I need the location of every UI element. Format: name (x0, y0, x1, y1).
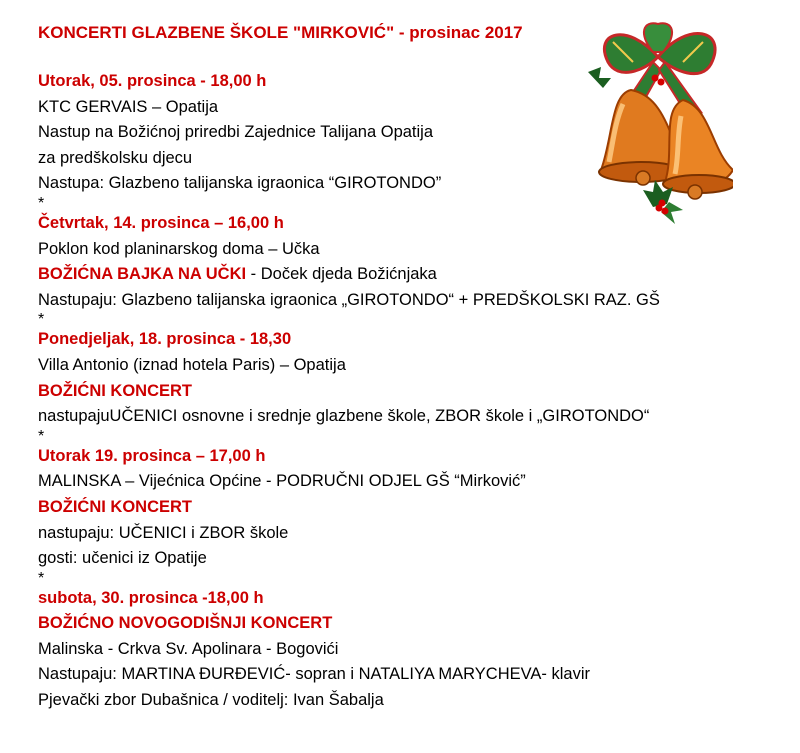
event-line: Nastupaju: MARTINA ĐURĐEVIĆ- sopran i NATALIYA MARYCHEVA- klavir (38, 665, 590, 684)
event-heading: BOŽIĆNA BAJKA NA UČKI (38, 265, 247, 284)
event-line: Nastup na Božićnoj priredbi Zajednice Talijana Opatija (38, 123, 434, 142)
event-line: nastupajuUČENICI osnovne i srednje glazbene škole, ZBOR škole i „GIROTONDO“ (38, 407, 650, 426)
event-block (38, 327, 758, 443)
event-line: Poklon kod planinarskog doma – Učka (38, 239, 320, 258)
page-title: KONCERTI GLAZBENE ŠKOLE "MIRKOVIĆ" - prosinac 2017 (38, 23, 523, 42)
event-heading: BOŽIĆNI KONCERT (38, 497, 192, 516)
event-date: Ponedjeljak, 18. prosinca - 18,30 (38, 330, 292, 349)
event-heading: BOŽIĆNI KONCERT (38, 381, 192, 400)
event-block (38, 444, 758, 586)
event-line: MALINSKA – Vijećnica Općine - PODRUČNI ODJEL GŠ “Mirković” (38, 472, 526, 491)
event-separator: * (38, 427, 45, 445)
event-line: Nastupaju: Glazbeno talijanska igraonica „GIROTONDO“ + PREDŠKOLSKI RAZ. GŠ (38, 290, 660, 309)
event-separator: * (38, 311, 45, 329)
event-block (38, 586, 758, 714)
event-line (38, 262, 758, 288)
event-line: gosti: učenici iz Opatije (38, 549, 207, 568)
event-line: KTC GERVAIS – Opatija (38, 97, 219, 116)
event-line: Nastupa: Glazbeno talijanska igraonica “GIROTONDO” (38, 174, 442, 193)
event-date: Utorak 19. prosinca – 17,00 h (38, 446, 266, 465)
event-block (38, 211, 758, 327)
event-separator: * (38, 194, 45, 212)
event-line: Villa Antonio (iznad hotela Paris) – Opatija (38, 355, 346, 374)
event-subtitle: - Doček djeda Božićnjaka (246, 265, 437, 284)
event-line: Malinska - Crkva Sv. Apolinara - Bogovići (38, 639, 339, 658)
christmas-bells-icon (583, 12, 733, 225)
event-line: za predškolsku djecu (38, 148, 193, 167)
event-date: subota, 30. prosinca -18,00 h (38, 588, 264, 607)
event-date: Utorak, 05. prosinca - 18,00 h (38, 72, 267, 90)
event-line: nastupaju: UČENICI i ZBOR škole (38, 523, 289, 542)
event-line: Pjevački zbor Dubašnica / voditelj: Ivan Šabalja (38, 691, 384, 710)
event-heading: BOŽIĆNO NOVOGODIŠNJI KONCERT (38, 614, 333, 633)
event-separator: * (38, 569, 45, 587)
event-date: Četvrtak, 14. prosinca – 16,00 h (38, 213, 284, 232)
